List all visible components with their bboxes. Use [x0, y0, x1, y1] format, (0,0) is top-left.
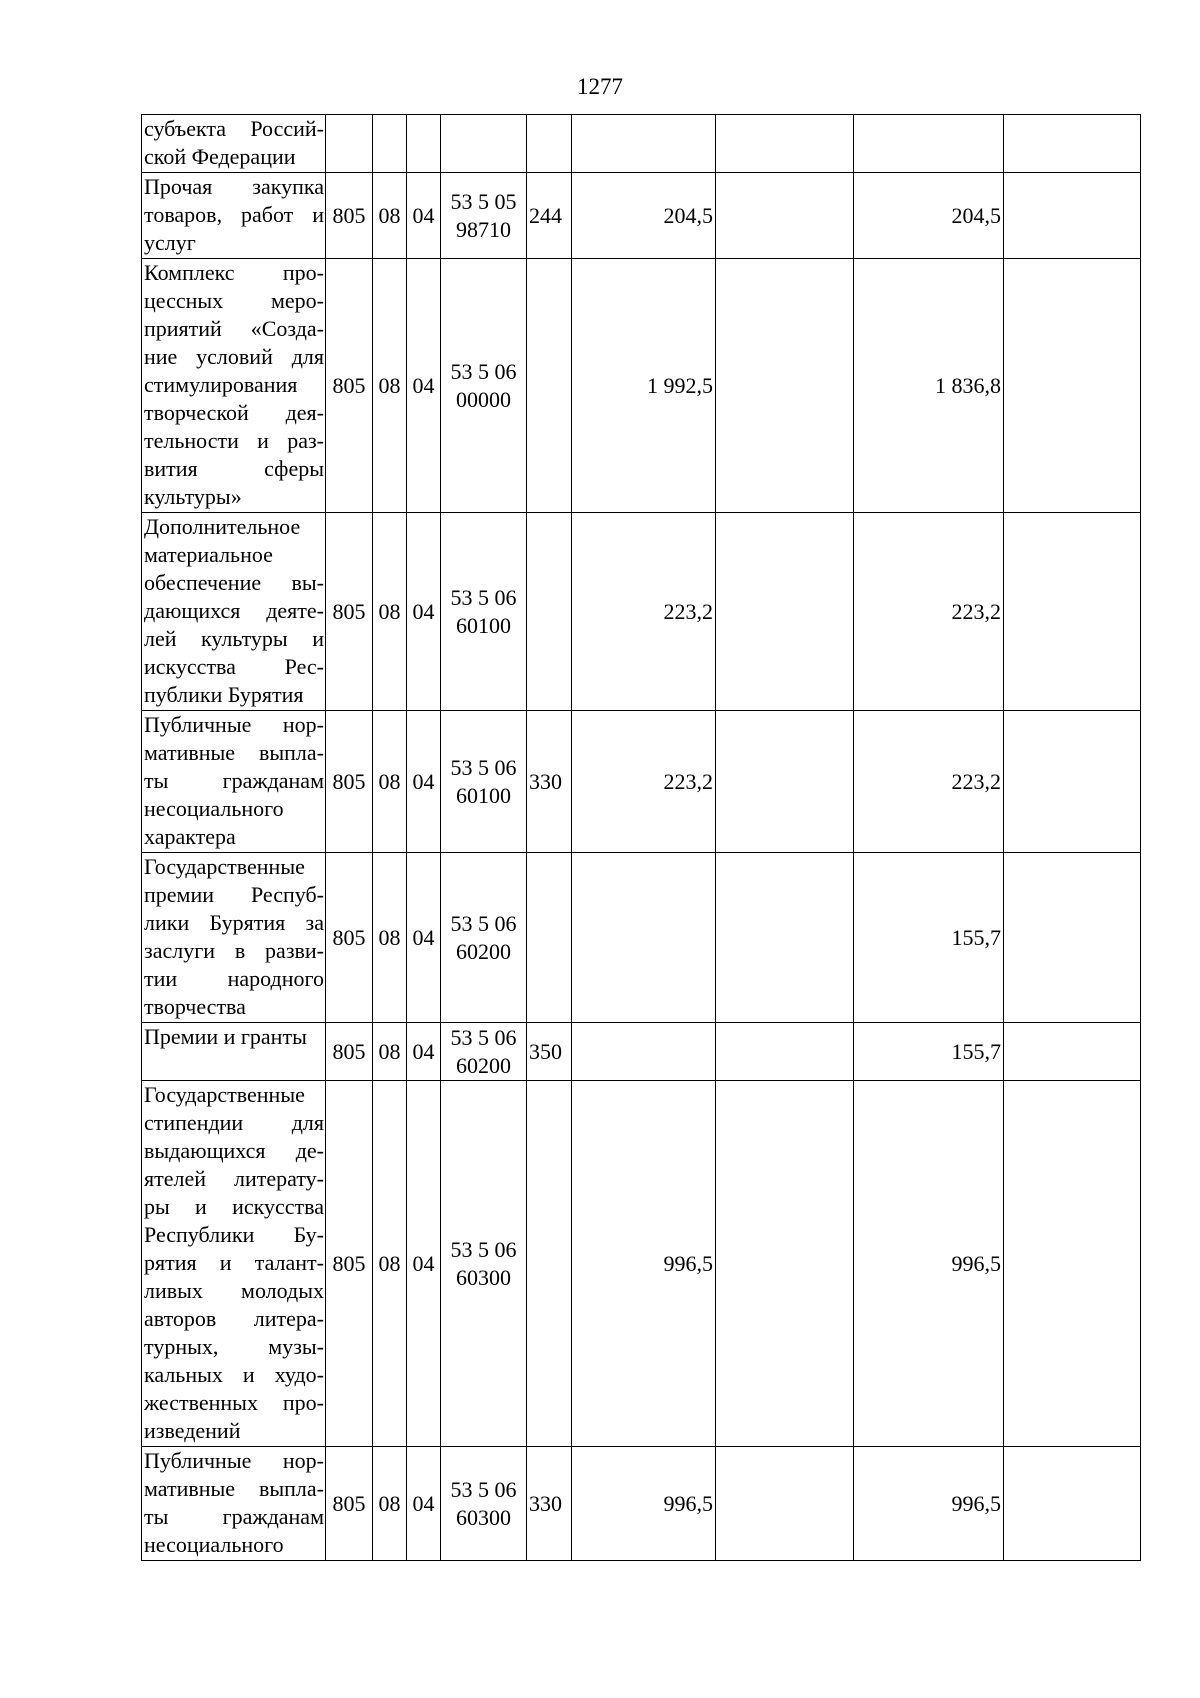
cell-expense-type [527, 259, 572, 513]
cell-name-line: Публичные нор- [144, 1448, 324, 1473]
cell-sum-1: 996,5 [572, 1447, 716, 1561]
cell-subsection: 04 [407, 1081, 441, 1447]
cell-subsection: 04 [407, 259, 441, 513]
cell-subsection: 04 [407, 1023, 441, 1081]
cell-sum-4 [1004, 115, 1141, 173]
cell-sum-4 [1004, 711, 1141, 853]
cell-ministry: 805 [326, 173, 373, 259]
cell-sum-1: 223,2 [572, 711, 716, 853]
cell-name [142, 1023, 326, 1081]
cell-sum-4 [1004, 513, 1141, 711]
cell-target-article [441, 259, 527, 513]
cell-ministry: 805 [326, 711, 373, 853]
cell-sum-2 [716, 853, 854, 1023]
cell-name-line: характера [144, 824, 236, 849]
cell-name-line: несоциального [144, 796, 284, 821]
cell-name-line: Премии и гранты [144, 1024, 307, 1049]
cell-target-article [441, 1081, 527, 1447]
cell-name-line: культуры» [144, 484, 242, 509]
cell-target-article-line: 53 5 06 [450, 1236, 517, 1262]
cell-name-line: Прочая закупка [144, 174, 324, 199]
cell-section: 08 [373, 711, 407, 853]
cell-sum-2 [716, 1081, 854, 1447]
cell-sum-4 [1004, 853, 1141, 1023]
cell-target-article-line: 60300 [456, 1504, 511, 1530]
cell-target-article [441, 513, 527, 711]
table-row [142, 1023, 1141, 1081]
cell-sum-2 [716, 513, 854, 711]
cell-target-article [441, 1023, 527, 1081]
cell-expense-type [527, 513, 572, 711]
page-number: 1277 [577, 74, 623, 99]
cell-sum-3: 155,7 [854, 853, 1004, 1023]
cell-name-line: рятия и талант- [144, 1250, 324, 1275]
cell-name-line: творческой дея- [144, 400, 324, 425]
cell-subsection: 04 [407, 1447, 441, 1561]
cell-sum-3: 155,7 [854, 1023, 1004, 1081]
cell-name-line: приятий «Созда- [144, 316, 324, 341]
cell-sum-1 [572, 115, 716, 173]
cell-section [373, 115, 407, 173]
cell-name-line: мативные выпла- [144, 1476, 324, 1501]
cell-target-article-line: 00000 [456, 386, 511, 412]
cell-sum-3: 223,2 [854, 711, 1004, 853]
cell-name-line: ты гражданам [144, 1504, 324, 1529]
table-row [142, 513, 1141, 711]
cell-name [142, 1447, 326, 1561]
cell-name-line: стипендии для [144, 1110, 324, 1135]
cell-sum-3 [854, 115, 1004, 173]
cell-sum-1: 204,5 [572, 173, 716, 259]
cell-target-article [441, 115, 527, 173]
cell-name-line: Дополнительное [144, 514, 301, 539]
cell-name-line: материальное [144, 542, 273, 567]
cell-expense-type: 244 [527, 173, 572, 259]
cell-subsection: 04 [407, 711, 441, 853]
cell-name-line: субъекта Россий- [144, 116, 324, 141]
cell-name [142, 259, 326, 513]
cell-name-line: ливых молодых [144, 1278, 324, 1303]
cell-name-line: Государственные [144, 854, 305, 879]
cell-sum-2 [716, 259, 854, 513]
cell-target-article-line: 53 5 06 [450, 358, 517, 384]
table-row [142, 1447, 1141, 1561]
cell-sum-4 [1004, 173, 1141, 259]
cell-name-line: турных, музы- [144, 1334, 324, 1359]
cell-target-article-line: 53 5 06 [450, 584, 517, 610]
cell-target-article-line: 53 5 06 [450, 1024, 517, 1050]
cell-name-line: искусства Рес- [144, 654, 324, 679]
cell-subsection [407, 115, 441, 173]
cell-sum-3: 204,5 [854, 173, 1004, 259]
cell-expense-type: 350 [527, 1023, 572, 1081]
cell-sum-2 [716, 115, 854, 173]
cell-target-article-line: 60200 [456, 938, 511, 964]
cell-name-line: ятелей литерату- [144, 1166, 324, 1191]
cell-ministry: 805 [326, 259, 373, 513]
cell-name-line: дающихся деяте- [144, 598, 324, 623]
cell-target-article [441, 173, 527, 259]
table-row [142, 1081, 1141, 1447]
cell-name-line: цессных меро- [144, 288, 324, 313]
cell-name [142, 115, 326, 173]
cell-name-line: Комплекс про- [144, 260, 324, 285]
cell-name-line: обеспечение вы- [144, 570, 324, 595]
cell-sum-2 [716, 1447, 854, 1561]
cell-name-line: творчества [144, 994, 246, 1019]
cell-name-line: ние условий для [144, 344, 324, 369]
cell-ministry: 805 [326, 513, 373, 711]
cell-section: 08 [373, 853, 407, 1023]
cell-sum-2 [716, 1023, 854, 1081]
cell-name-line: Государственные [144, 1082, 305, 1107]
cell-name [142, 711, 326, 853]
cell-name [142, 513, 326, 711]
cell-name-line: стимулирования [144, 372, 298, 397]
cell-ministry: 805 [326, 1081, 373, 1447]
budget-table [141, 114, 1141, 1561]
cell-section: 08 [373, 259, 407, 513]
cell-name [142, 173, 326, 259]
cell-expense-type: 330 [527, 1447, 572, 1561]
cell-name-line: ты гражданам [144, 768, 324, 793]
cell-target-article [441, 853, 527, 1023]
cell-sum-4 [1004, 259, 1141, 513]
cell-sum-1: 1 992,5 [572, 259, 716, 513]
cell-expense-type: 330 [527, 711, 572, 853]
cell-target-article-line: 60200 [456, 1052, 511, 1078]
cell-name-line: несоциального [144, 1532, 284, 1557]
table-row [142, 711, 1141, 853]
cell-target-article-line: 60100 [456, 782, 511, 808]
cell-sum-2 [716, 173, 854, 259]
cell-target-article-line: 53 5 06 [450, 910, 517, 936]
cell-name-line: ской Федерации [144, 144, 296, 169]
cell-subsection: 04 [407, 173, 441, 259]
cell-name-line: премии Респуб- [144, 882, 324, 907]
cell-name-line: услуг [144, 230, 196, 255]
cell-subsection: 04 [407, 513, 441, 711]
cell-sum-3: 1 836,8 [854, 259, 1004, 513]
cell-target-article-line: 98710 [456, 216, 511, 242]
cell-target-article [441, 1447, 527, 1561]
cell-target-article [441, 711, 527, 853]
cell-name-line: авторов литера- [144, 1306, 324, 1331]
cell-name-line: заслуги в разви- [144, 938, 324, 963]
cell-target-article-line: 53 5 06 [450, 754, 517, 780]
cell-name-line: ры и искусства [144, 1194, 324, 1219]
cell-sum-4 [1004, 1023, 1141, 1081]
cell-name-line: Республики Бу- [144, 1222, 324, 1247]
cell-sum-4 [1004, 1447, 1141, 1561]
cell-name-line: лики Бурятия за [144, 910, 324, 935]
cell-expense-type [527, 853, 572, 1023]
table-row [142, 115, 1141, 173]
cell-name-line: Публичные нор- [144, 712, 324, 737]
cell-name-line: кальных и худо- [144, 1362, 324, 1387]
table-row [142, 259, 1141, 513]
cell-name-line: мативные выпла- [144, 740, 324, 765]
cell-name-line: лей культуры и [144, 626, 324, 651]
table-body [142, 115, 1141, 1561]
cell-name-line: жественных про- [144, 1390, 324, 1415]
cell-sum-1: 996,5 [572, 1081, 716, 1447]
cell-name [142, 853, 326, 1023]
cell-name [142, 1081, 326, 1447]
cell-sum-3: 223,2 [854, 513, 1004, 711]
cell-expense-type [527, 1081, 572, 1447]
cell-name-line: тии народного [144, 966, 324, 991]
cell-name-line: публики Бурятия [144, 682, 304, 707]
cell-sum-1 [572, 853, 716, 1023]
table-row [142, 173, 1141, 259]
cell-ministry: 805 [326, 1447, 373, 1561]
cell-target-article-line: 60100 [456, 612, 511, 638]
cell-sum-4 [1004, 1081, 1141, 1447]
cell-ministry: 805 [326, 1023, 373, 1081]
cell-section: 08 [373, 1023, 407, 1081]
cell-sum-3: 996,5 [854, 1447, 1004, 1561]
cell-ministry: 805 [326, 853, 373, 1023]
cell-name-line: изведений [144, 1418, 241, 1443]
cell-sum-3: 996,5 [854, 1081, 1004, 1447]
cell-section: 08 [373, 1447, 407, 1561]
cell-sum-1: 223,2 [572, 513, 716, 711]
cell-sum-1 [572, 1023, 716, 1081]
cell-expense-type [527, 115, 572, 173]
cell-target-article-line: 60300 [456, 1264, 511, 1290]
cell-name-line: выдающихся де- [144, 1138, 324, 1163]
cell-subsection: 04 [407, 853, 441, 1023]
cell-name-line: тельности и раз- [144, 428, 324, 453]
cell-ministry [326, 115, 373, 173]
cell-sum-2 [716, 711, 854, 853]
table-row [142, 853, 1141, 1023]
cell-name-line: товаров, работ и [144, 202, 324, 227]
cell-target-article-line: 53 5 06 [450, 1476, 517, 1502]
cell-target-article-line: 53 5 05 [450, 188, 517, 214]
cell-section: 08 [373, 1081, 407, 1447]
cell-section: 08 [373, 173, 407, 259]
cell-section: 08 [373, 513, 407, 711]
cell-name-line: вития сферы [144, 456, 324, 481]
